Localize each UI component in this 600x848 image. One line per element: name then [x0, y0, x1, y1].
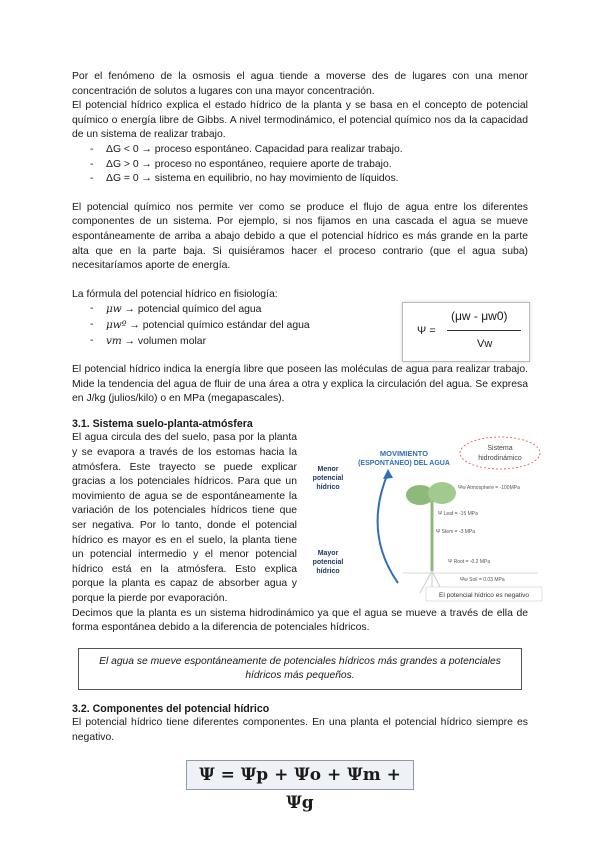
list-item: - vm → volumen molar: [72, 334, 528, 350]
figure-title-2: (ESPONTÁNEO) DEL AGUA: [358, 459, 450, 467]
figure-caption: El potencial hídrico es negativo: [439, 591, 529, 599]
figure-title-1: MOVIMIENTO: [379, 448, 429, 458]
document-page: [72, 70, 529, 813]
formula-lhs: Ψ =: [417, 325, 436, 337]
chemical-potential-paragraph: El potencial químico nos permite ver como se produce el flujo de agua entre los diferentes componentes de un sistema. Por ejemplo, si nos fijamos en una cascada el agua se mueve espontáneamente de arriba a abajo debido a que el potencial hídrico es más grande en la parte alta que en la parte baja. Si quisiéramos hacer el proceso contrario (que el agua suba) necesitaríamos aporte de energía.: [72, 201, 528, 272]
section-heading: 3.2. Componentes del potencial hídrico: [72, 702, 270, 715]
section-heading: 3.1. Sistema suelo-planta-atmósfera: [72, 417, 253, 430]
hydrodynamic-bubble: [460, 437, 540, 469]
menor-label: Menor potencial hídrico: [312, 465, 344, 491]
formula-denominator: Vw: [477, 338, 493, 350]
mayor-label: Mayor potencial hídrico: [312, 549, 344, 575]
section-paragraph: El potencial hídrico tiene diferentes componentes. En una planta el potencial hídrico siempre es negativo.: [72, 717, 528, 743]
water-movement-figure: [308, 433, 544, 605]
soil-potential-label: Ψw Soil = 0.03 MPa: [460, 576, 505, 583]
arrow-head: [383, 469, 393, 479]
atm-label: Ψw Atmosphere = -100MPa: [458, 484, 520, 491]
flow-arrow: [378, 473, 398, 583]
list-item: - μw → potencial químico del agua: [72, 302, 528, 318]
bubble-label-1: Sistema: [487, 444, 513, 452]
list-item: - μwº → potencial químico estándar del agua: [72, 318, 528, 334]
gibbs-bullet-list: [72, 143, 528, 187]
formula-fraction-bar: [447, 330, 521, 331]
water-potential-formula-box: [402, 302, 530, 362]
list-item: - ΔG < 0 → proceso espontáneo. Capacidad para realizar trabajo.: [72, 143, 528, 158]
section-paragraph: El agua circula des del suelo, pasa por la planta y se evapora a través de los estomas hacia la atmósfera. Este trayecto se puede explicar gracias a los potenciales hídricos. Para que un movimiento de agua se de espontáneamente la variación de los potenciales hídricos tiene que ser negativa. Por lo tanto, donde el potencial hídrico es mayor es en el suelo, la planta tiene un potencial intermedio y el menor potencial hídrico está en la atmósfera. Esto explica porque la planta es capaz de absorber agua y porque la pierde por evaporación.: [72, 432, 297, 604]
root-potential-label: Ψ Root = -0.2 MPa: [448, 558, 491, 565]
bubble-label-2: hidrodinámico: [478, 454, 522, 462]
section-soil-plant-atmosphere: [72, 417, 528, 690]
stem-potential-label: Ψ Stem = -3 MPa: [436, 528, 476, 535]
leaf-right: [428, 482, 456, 504]
list-item: - ΔG > 0 → proceso no espontáneo, requiere aporte de trabajo.: [72, 158, 528, 173]
leaf-potential-label: Ψ Leaf = -15 MPa: [438, 510, 478, 517]
hydrodynamic-paragraph: Decimos que la planta es un sistema hidrodinámico ya que el agua se mueve a través de ella de forma espontánea debido a la diferencia de potenciales hídricos.: [72, 607, 528, 634]
intro-paragraph-gibbs: El potencial hídrico explica el estado hídrico de la planta y se basa en el concepto de potencial químico o energía libre de Gibbs. A nivel termodinámico, el potencial químico nos da la capacidad de un sistema de realizar trabajo.: [72, 100, 528, 141]
formula-intro: La fórmula del potencial hídrico en fisiología:: [72, 288, 278, 300]
list-item: - ΔG = 0 → sistema en equilibrio, no hay movimiento de líquidos.: [72, 172, 528, 187]
formula-numerator: (μw - μw0): [451, 309, 508, 323]
intro-paragraph-osmosis: Por el fenómeno de la osmosis el agua tiende a moverse des de lugares con una menor concentración de solutos a lugares con una mayor concentración.: [72, 71, 528, 97]
components-formula: Ψ = Ψp + Ψo + Ψm + Ψg: [186, 760, 414, 790]
water-potential-definition: El potencial hídrico indica la energía libre que poseen las moléculas de agua para realizar trabajo. Mide la tendencia del agua de fluir de una área a otra y explica la circulación del agua. Se expresa en J/kg (julios/kilo) o en MPa (megapascales).: [72, 364, 528, 405]
highlight-quote: El agua se mueve espontáneamente de potenciales hídricos más grandes a potenciales hídricos más pequeños.: [78, 648, 522, 690]
